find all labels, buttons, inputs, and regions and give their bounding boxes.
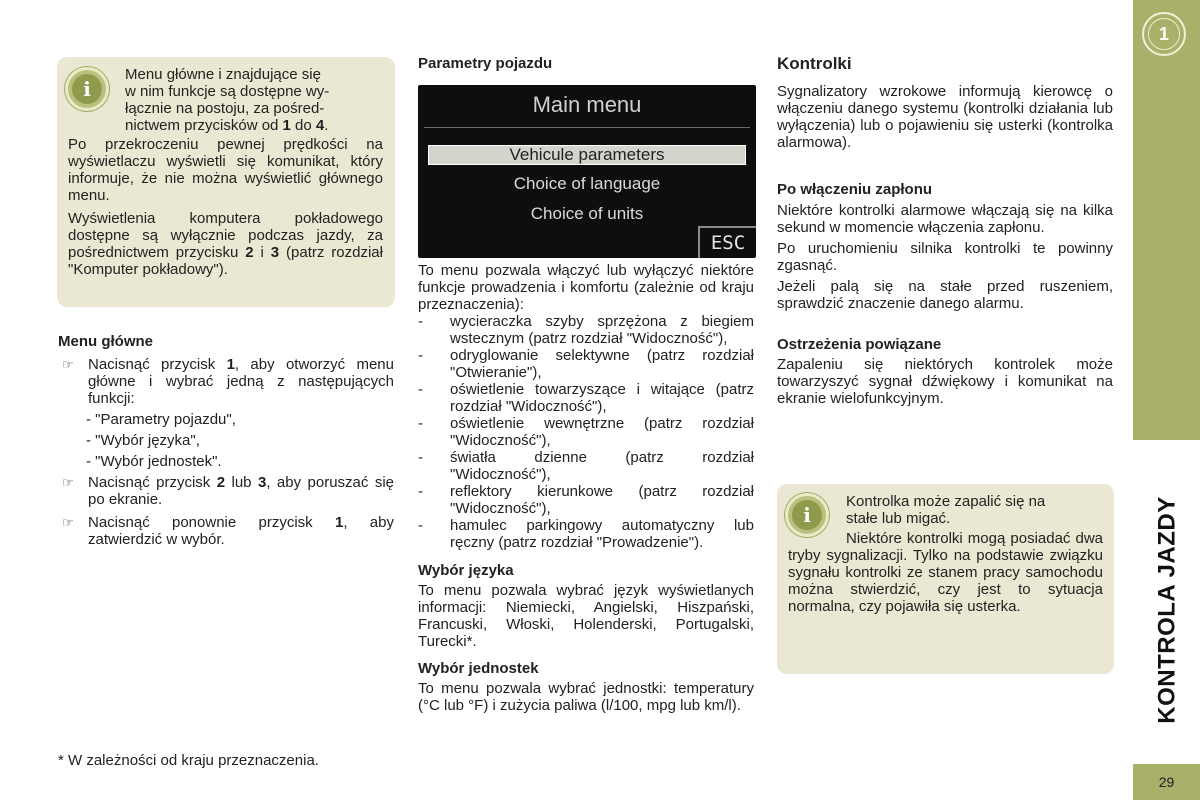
info-box-2 [777, 484, 1114, 674]
list-item: ☞ Nacisnąć ponownie przycisk 1, aby zatwierdzić w wybór. [58, 514, 394, 548]
divider [424, 127, 750, 128]
sub-list-item: - "Wybór jednostek". [86, 453, 222, 470]
menu-glowne-section [58, 333, 394, 548]
paragraph: Po uruchomieniu silnika kontrolki te powinny zgasnąć. [777, 240, 1113, 274]
list-item: - wycieraczka szyby sprzężona z biegiem wstecznym (patrz rozdział "Widoczność"), [418, 313, 754, 347]
list-item: - reflektory kierunkowe (patrz rozdział "Widoczność"), [418, 483, 754, 517]
info-icon: i [65, 67, 109, 111]
paragraph: To menu pozwala włączyć lub wyłączyć niektóre funkcje prowadzenia i komfortu (zależnie od kraju przeznaczenia): [418, 262, 754, 313]
hand-pointer-icon: ☞ [62, 475, 74, 490]
info-paragraph: Niektóre kontrolki mogą posiadać dwa tryby sygnalizacji. Tylko na podstawie związku sygnału kontrolki ze stanem pracy samochodu można stwierdzić, czy jest to sytuacja normalna, czy pojawiła się usterka. [788, 530, 1103, 615]
info-paragraph: Po przekroczeniu pewnej prędkości na wyświetlaczu wyświetli się komunikat, który informuje, że nie można wyświetlić głównego menu. [68, 136, 383, 204]
info-line: nictwem przycisków od 1 do 4. [125, 117, 329, 134]
info-box-1 [57, 57, 395, 307]
list-item: ☞ Nacisnąć przycisk 1, aby otworzyć menu główne i wybrać jedną z następujących funkcji: [58, 356, 394, 407]
list-item: - hamulec parkingowy automatyczny lub ręczny (patrz rozdział "Prowadzenie"). [418, 517, 754, 551]
kontrolki-section [777, 55, 1113, 407]
section-heading: Po włączeniu zapłonu [777, 181, 933, 198]
chapter-band [1133, 0, 1200, 440]
info-icon: i [785, 493, 829, 537]
sub-list-item: - "Parametry pojazdu", [86, 411, 236, 428]
list-item: ☞ Nacisnąć przycisk 2 lub 3, aby poruszać się po ekranie. [58, 474, 394, 508]
page-number: 29 [1133, 764, 1200, 800]
paragraph: To menu pozwala wybrać jednostki: temperatury (°C lub °F) i zużycia paliwa (l/100, mpg lub km/l). [418, 680, 754, 714]
paragraph: Niektóre kontrolki alarmowe włączają się na kilka sekund w momencie włączenia zapłonu. [777, 202, 1113, 236]
list-item: - światła dzienne (patrz rozdział "Widoczność"), [418, 449, 754, 483]
menu-item-vehicle-parameters: Vehicule parameters [428, 145, 746, 165]
info-line: Menu główne i znajdujące się [125, 66, 321, 83]
section-heading: Parametry pojazdu [418, 55, 553, 72]
hand-pointer-icon: ☞ [62, 357, 74, 372]
screen-title: Main menu [532, 92, 642, 117]
paragraph: Zapaleniu się niektórych kontrolek może towarzyszyć sygnał dźwiękowy i komunikat na ekranie wielofunkcyjnym. [777, 356, 1113, 407]
info-line: łącznie na postoju, za pośred- [125, 100, 325, 117]
main-menu-screen [418, 85, 756, 258]
chapter-badge: 1 [1142, 12, 1186, 56]
info-paragraph: Wyświetlenia komputera pokładowego dostępne są wyłącznie podczas jazdy, za pośrednictwem przycisku 2 i 3 (patrz rozdział "Komputer pokładowy"). [68, 210, 383, 278]
list-item: - odryglowanie selektywne (patrz rozdział "Otwieranie"), [418, 347, 754, 381]
sub-list-item: - "Wybór języka", [86, 432, 200, 449]
section-heading: Wybór jednostek [418, 660, 539, 677]
info-line: w nim funkcje są dostępne wy- [125, 83, 330, 100]
section-heading: Wybór języka [418, 562, 514, 579]
paragraph: Sygnalizatory wzrokowe informują kierowcę o włączeniu danego systemu (kontrolki działania lub wyłączenia) lub o pojawieniu się usterki (kontrolka alarmowa). [777, 83, 1113, 151]
list-item: - oświetlenie towarzyszące i witające (patrz rozdział "Widoczność"), [418, 381, 754, 415]
parametry-text [418, 262, 754, 714]
info-line: Kontrolka może zapalić się na [846, 493, 1046, 510]
list-item: - oświetlenie wewnętrzne (patrz rozdział "Widoczność"), [418, 415, 754, 449]
info-line: stałe lub migać. [846, 510, 951, 527]
section-heading: Menu główne [58, 333, 153, 350]
hand-pointer-icon: ☞ [62, 515, 74, 530]
menu-item-units: Choice of units [530, 204, 644, 223]
footnote: * W zależności od kraju przeznaczenia. [58, 752, 319, 769]
chapter-title: KONTROLA JAZDY [1153, 496, 1181, 724]
paragraph: Jeżeli palą się na stałe przed ruszeniem, sprawdzić znaczenie danego alarmu. [777, 278, 1113, 312]
esc-label: ESC [698, 226, 756, 258]
section-heading: Kontrolki [777, 54, 852, 73]
menu-item-language: Choice of language [513, 174, 661, 193]
paragraph: To menu pozwala wybrać język wyświetlanych informacji: Niemiecki, Angielski, Hiszpański, Francuski, Włoski, Holenderski, Portugalski, Turecki*. [418, 582, 754, 650]
section-heading: Ostrzeżenia powiązane [777, 336, 942, 353]
